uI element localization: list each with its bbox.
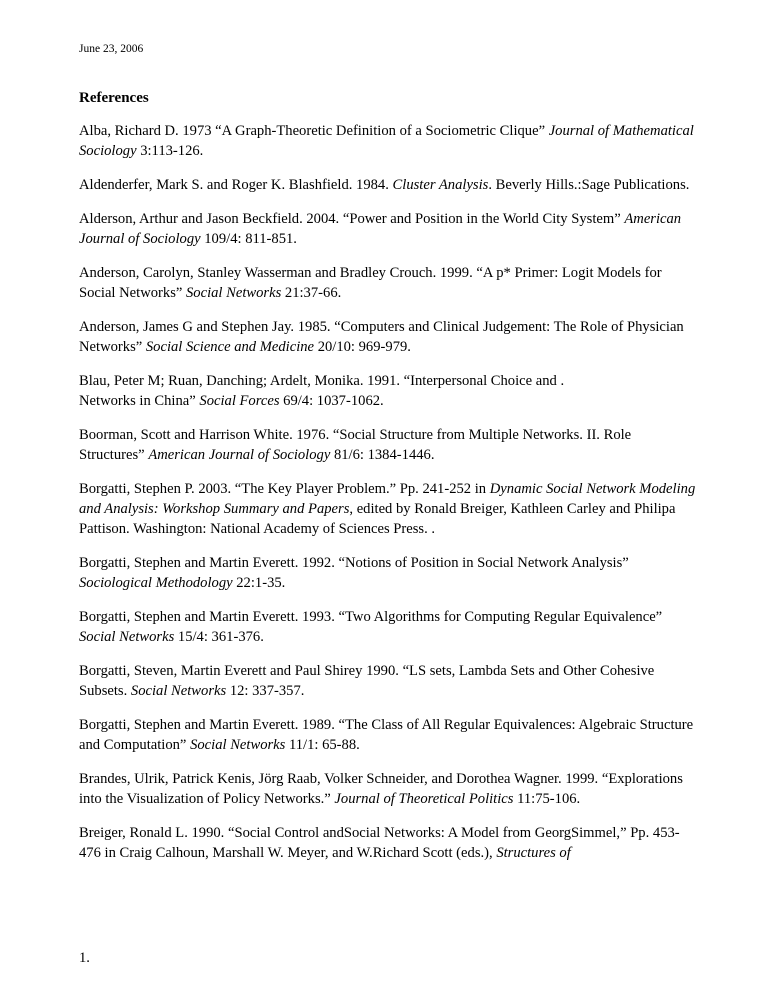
reference-entry: Aldenderfer, Mark S. and Roger K. Blashfield. 1984. Cluster Analysis. Beverly Hills.:Sage Publications. <box>79 177 690 193</box>
reference-entry: Brandes, Ulrik, Patrick Kenis, Jörg Raab, Volker Schneider, and Dorothea Wagner. 1999. “Explorations into the Visualization of Policy Networks.” Journal of Theoretical Politics 11:75-106. <box>79 771 683 807</box>
reference-list <box>79 121 699 877</box>
reference-entry: Boorman, Scott and Harrison White. 1976. “Social Structure from Multiple Networks. II. Role Structures” American Journal of Sociology 81/6: 1384-1446. <box>79 427 632 463</box>
reference-entry: Anderson, Carolyn, Stanley Wasserman and Bradley Crouch. 1999. “A p* Primer: Logit Models for Social Networks” Social Networks 21:37-66. <box>79 265 662 301</box>
reference-entry: Borgatti, Stephen P. 2003. “The Key Player Problem.” Pp. 241-252 in Dynamic Social Network Modeling and Analysis: Workshop Summary and Papers, edited by Ronald Breiger, Kathleen Carley and Philipa Pattison. Washington: National Academy of Sciences Press. . <box>79 481 696 537</box>
reference-entry: Alderson, Arthur and Jason Beckfield. 2004. “Power and Position in the World City System” American Journal of Sociology 109/4: 811-851. <box>79 211 682 247</box>
page-number: 1. <box>79 950 90 966</box>
page-title: References <box>79 90 149 106</box>
reference-entry: Blau, Peter M; Ruan, Danching; Ardelt, Monika. 1991. “Interpersonal Choice and . Networks in China” Social Forces 69/4: 1037-1062. <box>79 373 565 409</box>
reference-entry: Breiger, Ronald L. 1990. “Social Control andSocial Networks: A Model from GeorgSimmel,” Pp. 453-476 in Craig Calhoun, Marshall W. Meyer, and W.Richard Scott (eds.), Structures of <box>79 825 680 861</box>
reference-entry: Borgatti, Stephen and Martin Everett. 1989. “The Class of All Regular Equivalences: Algebraic Structure and Computation” Social Networks 11/1: 65-88. <box>79 717 694 753</box>
reference-entry: Alba, Richard D. 1973 “A Graph-Theoretic Definition of a Sociometric Clique” Journal of Mathematical Sociology 3:113-126. <box>79 123 694 159</box>
header-date: June 23, 2006 <box>79 43 144 55</box>
reference-entry: Borgatti, Stephen and Martin Everett. 1993. “Two Algorithms for Computing Regular Equivalence” Social Networks 15/4: 361-376. <box>79 609 663 645</box>
reference-entry: Borgatti, Steven, Martin Everett and Paul Shirey 1990. “LS sets, Lambda Sets and Other Cohesive Subsets. Social Networks 12: 337-357. <box>79 663 655 699</box>
reference-entry: Borgatti, Stephen and Martin Everett. 1992. “Notions of Position in Social Network Analysis” Sociological Methodology 22:1-35. <box>79 555 629 591</box>
reference-entry: Anderson, James G and Stephen Jay. 1985. “Computers and Clinical Judgement: The Role of Physician Networks” Social Science and Medicine 20/10: 969-979. <box>79 319 684 355</box>
